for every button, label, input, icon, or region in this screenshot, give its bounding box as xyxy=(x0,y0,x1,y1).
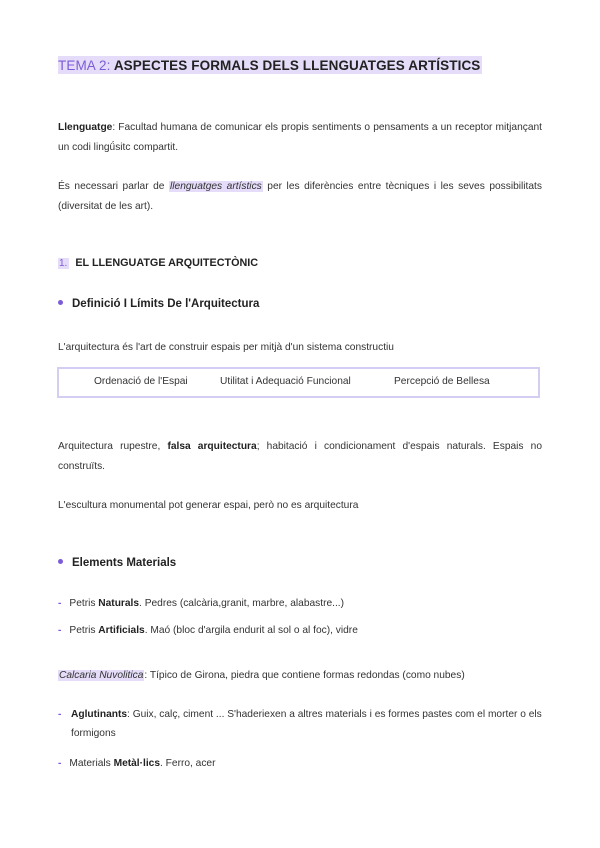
rupestre-before: Arquitectura rupestre, xyxy=(58,441,168,452)
list-item xyxy=(58,622,542,641)
necessity-paragraph xyxy=(58,177,542,216)
table-cell: Utilitat i Adequació Funcional xyxy=(220,376,351,387)
escultura-paragraph: L'escultura monumental pot generar espai, però no es arquitectura xyxy=(58,500,359,511)
bullet-dot-icon xyxy=(58,559,63,564)
rupestre-paragraph xyxy=(58,437,542,476)
necessity-highlight: llenguatges artístics xyxy=(170,181,262,192)
elements-heading-text: Elements Materials xyxy=(72,557,177,569)
list-item xyxy=(58,755,542,774)
list-item-body xyxy=(71,706,542,743)
aspects-table xyxy=(57,367,540,398)
list-item-prefix: Materials xyxy=(69,758,114,769)
calcaria-rest: : Típico de Girona, piedra que contiene formas redondas (como nubes) xyxy=(144,670,465,681)
list-item xyxy=(58,706,542,743)
section-heading xyxy=(58,257,258,269)
bullet-dot-icon xyxy=(58,300,63,305)
title-text: ASPECTES FORMALS DELS LLENGUATGES ARTÍSTICS xyxy=(113,58,481,73)
intro-paragraph xyxy=(58,118,542,157)
list-item-text: . Ferro, acer xyxy=(160,758,216,769)
list-item-bold: Artificials xyxy=(98,625,145,636)
list-item-text: . Pedres (calcària,granit, marbre, alabastre...) xyxy=(139,598,345,609)
list-item xyxy=(58,595,542,614)
list-item-bold: Aglutinants xyxy=(71,709,128,720)
page-title xyxy=(58,56,482,74)
section-number: 1. xyxy=(59,258,68,269)
calcaria-highlight: Calcaria Nuvolitica xyxy=(59,670,144,681)
section-title: EL LLENGUATGE ARQUITECTÒNIC xyxy=(75,257,259,269)
definition-heading xyxy=(58,298,259,310)
list-item-bold: Naturals xyxy=(98,598,140,609)
list-item-prefix: Petris xyxy=(69,625,99,636)
dash-icon: - xyxy=(58,758,62,769)
elements-heading xyxy=(58,557,176,569)
table-cell: Ordenació de l'Espai xyxy=(94,376,188,387)
dash-icon: - xyxy=(58,625,62,636)
definition-heading-text: Definició I Límits De l'Arquitectura xyxy=(72,298,260,310)
list-item-bold: Metàl·lics xyxy=(113,758,161,769)
dash-icon: - xyxy=(58,598,62,609)
necessity-after: per les diferències entre tècniques i les seves possibilitats (diversitat de les art). xyxy=(58,181,542,212)
intro-term: Llenguatge xyxy=(58,122,113,133)
definition-text: L'arquitectura és l'art de construir espais per mitjà d'un sistema constructiu xyxy=(58,342,394,353)
rupestre-after: ; habitació i condicionament d'espais naturals. Espais no construïts. xyxy=(58,441,542,472)
table-cell: Percepció de Bellesa xyxy=(394,376,490,387)
rupestre-bold: falsa arquitectura xyxy=(167,441,257,452)
list-item-prefix: Petris xyxy=(69,598,99,609)
intro-definition: : Facultad humana de comunicar els propis sentiments o pensaments a un receptor mitjançant un codi lingǘsitc compartit. xyxy=(58,122,542,153)
title-prefix: TEMA 2: xyxy=(58,58,111,73)
list-item-text: : Guix, calç, ciment ... S'haderiexen a altres materials i es formes pastes com el morter o els formigons xyxy=(71,709,542,739)
necessity-before: És necessari parlar de xyxy=(58,181,170,192)
dash-icon: - xyxy=(58,709,62,720)
calcaria-paragraph xyxy=(58,666,542,686)
list-item-text: . Maó (bloc d'argila endurit al sol o al foc), vidre xyxy=(144,625,358,636)
